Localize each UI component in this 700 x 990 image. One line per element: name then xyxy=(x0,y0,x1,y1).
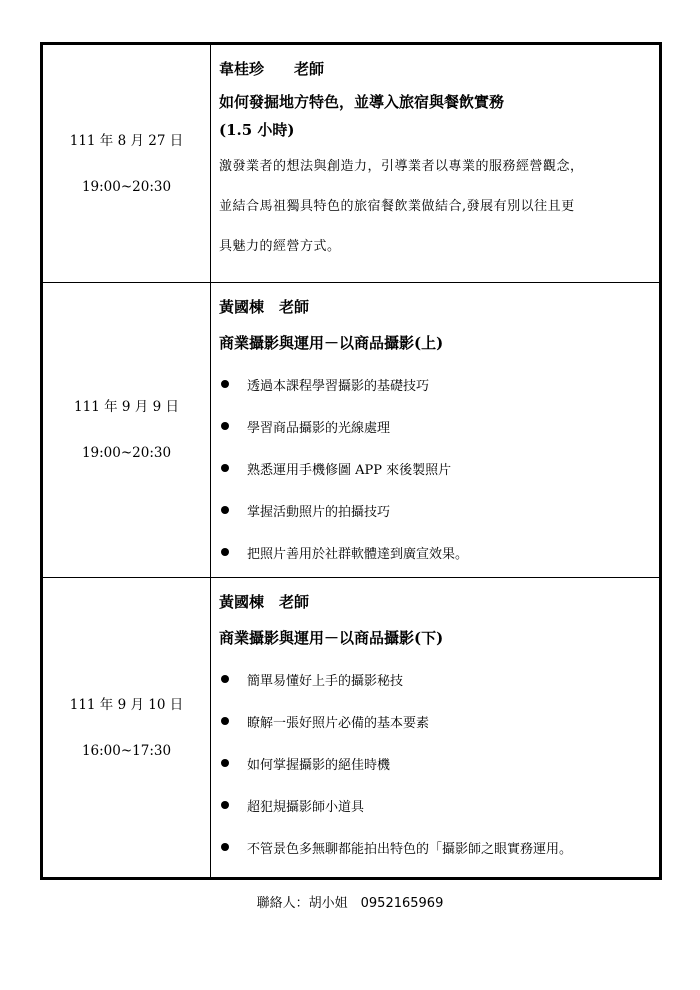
course-topic: 商業攝影與運用－以商品攝影(下) xyxy=(219,629,444,647)
list-item xyxy=(219,784,651,826)
list-item xyxy=(219,447,651,489)
table-row xyxy=(43,577,659,877)
bullet-icon xyxy=(221,422,229,430)
table-row xyxy=(43,45,659,282)
bullet-list xyxy=(219,363,651,573)
course-topic: 如何發掘地方特色，並導入旅宿與餐飲實務 xyxy=(219,93,505,111)
contact-info: 聯絡人：胡小姐 0952165969 xyxy=(256,896,444,911)
content-cell xyxy=(211,45,659,282)
list-item xyxy=(219,658,651,700)
session-time: 19:00~20:30 xyxy=(81,445,172,461)
list-item-text: 簡單易懂好上手的攝影秘技 xyxy=(247,673,404,689)
description-line: 具魅力的經營方式。 xyxy=(219,239,341,254)
list-item-text: 透過本課程學習攝影的基礎技巧 xyxy=(247,378,430,394)
schedule-table xyxy=(40,42,662,880)
list-item xyxy=(219,700,651,742)
session-date: 111 年 8 月 27 日 xyxy=(69,132,184,149)
list-item xyxy=(219,826,651,868)
bullet-icon xyxy=(221,801,229,809)
teacher-name: 黃國棟 老師 xyxy=(219,298,310,316)
session-date: 111 年 9 月 10 日 xyxy=(69,696,184,713)
content-cell xyxy=(211,578,659,877)
list-item-text: 如何掌握攝影的絕佳時機 xyxy=(247,757,391,773)
table-row xyxy=(43,282,659,577)
bullet-icon xyxy=(221,548,229,556)
list-item xyxy=(219,531,651,573)
teacher-name: 黃國棟 老師 xyxy=(219,593,310,611)
bullet-icon xyxy=(221,759,229,767)
bullet-icon xyxy=(221,843,229,851)
content-cell xyxy=(211,283,659,577)
course-topic: 商業攝影與運用－以商品攝影(上) xyxy=(219,334,444,352)
date-cell xyxy=(43,45,211,282)
course-description xyxy=(219,147,651,267)
list-item-text: 熟悉運用手機修圖 APP 來後製照片 xyxy=(247,462,452,478)
bullet-icon xyxy=(221,717,229,725)
list-item-text: 不管景色多無聊都能拍出特色的「攝影師之眼實務運用。 xyxy=(247,841,573,857)
bullet-icon xyxy=(221,464,229,472)
description-line: 並結合馬祖獨具特色的旅宿餐飲業做結合,發展有別以往且更 xyxy=(219,199,575,214)
session-date: 111 年 9 月 9 日 xyxy=(74,399,179,415)
bullet-icon xyxy=(221,380,229,388)
bullet-icon xyxy=(221,506,229,514)
date-cell xyxy=(43,283,211,577)
list-item-text: 掌握活動照片的拍攝技巧 xyxy=(247,504,391,520)
date-cell xyxy=(43,578,211,877)
bullet-icon xyxy=(221,675,229,683)
list-item xyxy=(219,363,651,405)
session-time: 16:00~17:30 xyxy=(81,742,172,759)
teacher-name: 韋桂珍 老師 xyxy=(219,60,325,78)
list-item-text: 學習商品攝影的光線處理 xyxy=(247,420,391,436)
list-item xyxy=(219,405,651,447)
list-item xyxy=(219,489,651,531)
description-line: 激發業者的想法與創造力，引導業者以專業的服務經營觀念， xyxy=(219,159,584,174)
list-item xyxy=(219,742,651,784)
list-item-text: 超犯規攝影師小道具 xyxy=(247,799,365,815)
list-item-text: 把照片善用於社群軟體達到廣宣效果。 xyxy=(247,546,469,562)
bullet-list xyxy=(219,658,651,868)
list-item-text: 瞭解一張好照片必備的基本要素 xyxy=(247,715,430,731)
session-time: 19:00~20:30 xyxy=(81,178,172,195)
course-hours: (1.5 小時) xyxy=(219,121,295,139)
